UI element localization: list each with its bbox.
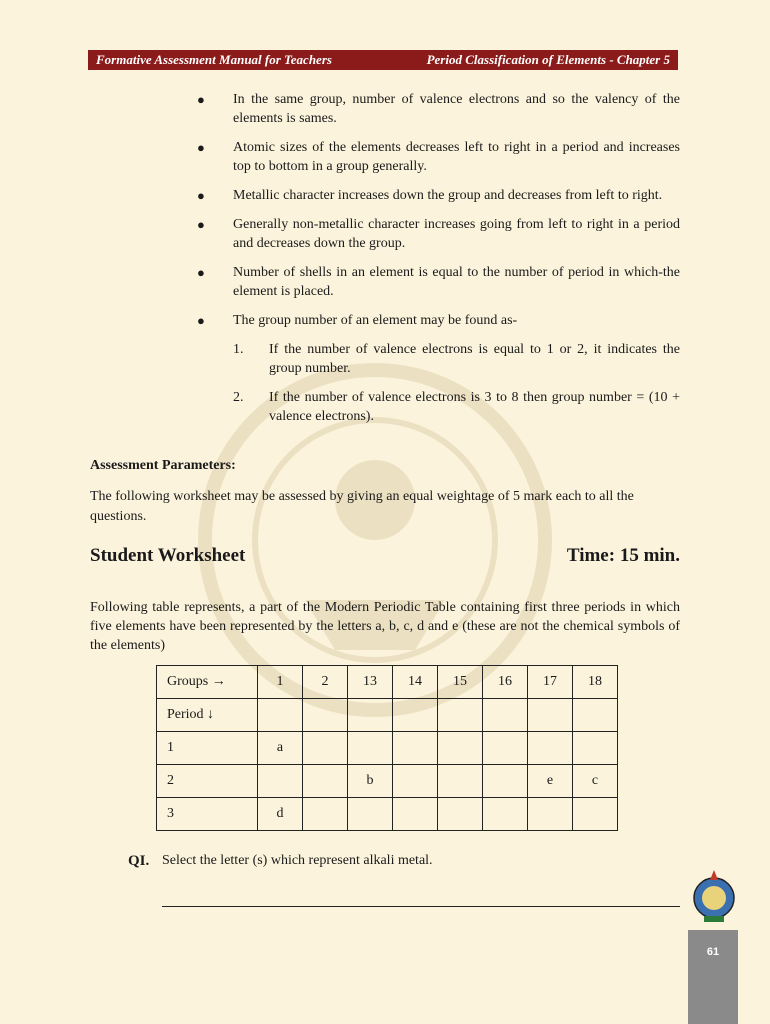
table-cell (393, 765, 438, 798)
table-cell (258, 765, 303, 798)
bullet-text: Generally non-metallic character increases going from left to right in a period and decreases down the group. (233, 217, 680, 251)
table-cell (303, 732, 348, 765)
key-points-list (195, 90, 680, 436)
worksheet-intro: Following table represents, a part of the Modern Periodic Table containing first three periods in which five elements have been represented by the letters a, b, c, d and e (these are not the chemical symbols of the elements) (90, 600, 680, 653)
table-cell: a (258, 732, 303, 765)
sub-item-text: If the number of valence electrons is equal to 1 or 2, it indicates the group number. (269, 342, 680, 376)
sub-item (195, 388, 680, 426)
group-header: 13 (348, 666, 393, 699)
bullet-text: Number of shells in an element is equal to the number of period in which-the element is placed. (233, 265, 680, 299)
bullet-item: ● Generally non-metallic character increases going from left to right in a period and decreases down the group. (197, 217, 680, 251)
bullet-item: ● Metallic character increases down the group and decreases from left to right. (197, 188, 663, 203)
bullet-text: The group number of an element may be found as- (233, 313, 518, 328)
table-row (157, 765, 618, 798)
table-cell (483, 765, 528, 798)
table-cell (573, 732, 618, 765)
bullet-item: ● Atomic sizes of the elements decreases left to right in a period and increases top to bottom in a group generally. (197, 140, 680, 174)
question-number: QI. (128, 853, 150, 869)
table-cell (393, 798, 438, 831)
table-cell: b (348, 765, 393, 798)
table-cell (573, 798, 618, 831)
group-header: 16 (483, 666, 528, 699)
bullet-text: Atomic sizes of the elements decreases left to right in a period and increases top to bottom in a group generally. (233, 140, 680, 174)
table-cell (438, 732, 483, 765)
school-emblem-icon (690, 866, 738, 926)
sub-item-number: 2. (233, 390, 244, 405)
table-cell (303, 699, 348, 732)
bullet-text: Metallic character increases down the group and decreases from left to right. (233, 188, 663, 203)
table-cell (438, 798, 483, 831)
period-label: Period ↓ (157, 699, 258, 732)
table-cell (348, 798, 393, 831)
sub-item-number: 1. (233, 342, 244, 357)
page-number: 61 (706, 946, 720, 958)
table-header-row (157, 666, 618, 699)
table-cell (573, 699, 618, 732)
group-header: 1 (258, 666, 303, 699)
worksheet-title: Student Worksheet (90, 545, 246, 566)
answer-line[interactable] (162, 906, 680, 907)
period-number: 1 (157, 732, 258, 765)
bullet-item: ● The group number of an element may be found as- (197, 313, 518, 328)
group-header: 15 (438, 666, 483, 699)
table-cell (393, 699, 438, 732)
group-header: 14 (393, 666, 438, 699)
sub-item (195, 340, 680, 378)
question-text: Select the letter (s) which represent alkali metal. (162, 853, 433, 868)
table-cell (528, 732, 573, 765)
period-number: 2 (157, 765, 258, 798)
table-row (157, 798, 618, 831)
bullet-item: ● Number of shells in an element is equal to the number of period in which-the element is placed. (197, 265, 680, 299)
table-cell (528, 798, 573, 831)
group-header: 2 (303, 666, 348, 699)
bullet-item: ● In the same group, number of valence electrons and so the valency of the elements is sames. (197, 92, 680, 126)
page-number-tab (688, 930, 738, 1024)
assessment-heading: Assessment Parameters: (90, 458, 236, 473)
worksheet-time: Time: 15 min. (566, 545, 680, 566)
table-cell (483, 732, 528, 765)
period-number: 3 (157, 798, 258, 831)
header-right-title: Period Classification of Elements - Chapter 5 (426, 52, 670, 67)
header-left-title: Formative Assessment Manual for Teachers (96, 52, 332, 67)
groups-label: Groups → (157, 666, 258, 699)
sub-item-text: If the number of valence electrons is 3 to 8 then group number = (10 + valence electrons). (269, 390, 680, 424)
table-cell (348, 732, 393, 765)
table-cell (483, 699, 528, 732)
bullet-text: In the same group, number of valence electrons and so the valency of the elements is sames. (233, 92, 680, 126)
table-cell (438, 765, 483, 798)
table-cell (303, 798, 348, 831)
table-row (157, 699, 618, 732)
table-cell (483, 798, 528, 831)
group-header: 18 (573, 666, 618, 699)
table-row (157, 732, 618, 765)
table-cell (258, 699, 303, 732)
table-cell (393, 732, 438, 765)
table-cell: d (258, 798, 303, 831)
group-header: 17 (528, 666, 573, 699)
table-cell (348, 699, 393, 732)
periodic-table-grid (156, 665, 618, 831)
running-header (88, 50, 678, 70)
table-cell (528, 699, 573, 732)
table-cell: c (573, 765, 618, 798)
table-cell (438, 699, 483, 732)
table-cell: e (528, 765, 573, 798)
table-cell (303, 765, 348, 798)
assessment-text: The following worksheet may be assessed by giving an equal weightage of 5 mark each to all the questions. (90, 489, 634, 524)
